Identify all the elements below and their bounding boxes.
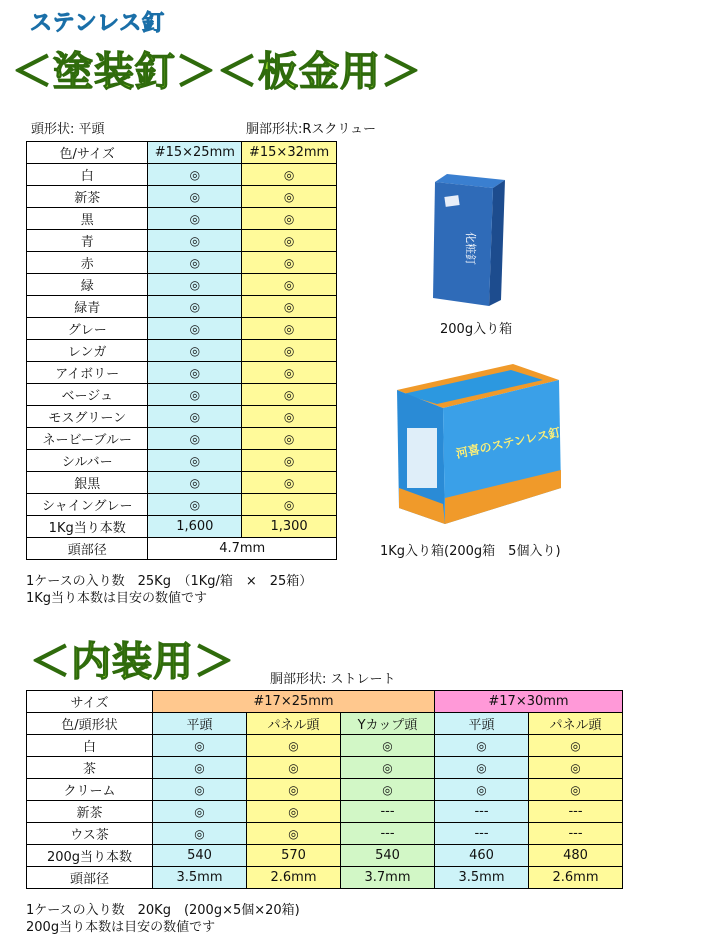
table-row	[27, 252, 337, 274]
value-cell: ◎	[247, 735, 341, 757]
value-cell: ---	[435, 801, 529, 823]
availability-cell: ◎	[242, 274, 337, 296]
value-cell: 3.7mm	[341, 867, 435, 889]
case-quantity-note-2: 1ケースの入り数 20Kg (200g×5個×20箱)	[26, 903, 300, 918]
table-row	[27, 384, 337, 406]
value-cell: 460	[435, 845, 529, 867]
row-label: シャイングレー	[27, 494, 148, 516]
availability-cell: ◎	[148, 428, 242, 450]
availability-cell: ◎	[148, 208, 242, 230]
availability-cell: 1,600	[148, 516, 242, 538]
case-quantity-note: 1ケースの入り数 25Kg （1Kg/箱 × 25箱）	[26, 574, 313, 589]
head-shape-label: 頭形状: 平頭	[31, 122, 105, 137]
availability-cell: ◎	[242, 450, 337, 472]
value-cell: ---	[435, 823, 529, 845]
col-flat-head: 平頭	[153, 713, 247, 735]
row-label: アイボリー	[27, 362, 148, 384]
value-cell: ---	[341, 801, 435, 823]
interior-nail-table	[26, 690, 623, 889]
col-flat-head-30: 平頭	[435, 713, 529, 735]
row-label: ウス茶	[27, 823, 153, 845]
section2-heading: ＜内装用＞	[30, 639, 235, 685]
count-estimate-note: 1Kg当り本数は目安の数値です	[26, 591, 208, 606]
availability-cell: ◎	[148, 274, 242, 296]
size-17x30-header: #17×30mm	[435, 691, 623, 713]
row-label: 頭部径	[27, 867, 153, 889]
value-cell: ---	[529, 801, 623, 823]
row-label: モスグリーン	[27, 406, 148, 428]
table-row	[27, 340, 337, 362]
painted-nail-table	[26, 141, 337, 560]
table-row	[27, 494, 337, 516]
table-row	[27, 867, 623, 889]
value-cell: ◎	[247, 757, 341, 779]
availability-cell: ◎	[148, 296, 242, 318]
table-row	[27, 450, 337, 472]
head-diameter-label: 頭部径	[27, 538, 148, 560]
row-label: ネービーブルー	[27, 428, 148, 450]
availability-cell: ◎	[242, 362, 337, 384]
value-cell: ◎	[247, 823, 341, 845]
value-cell: ◎	[529, 735, 623, 757]
availability-cell: ◎	[242, 406, 337, 428]
table-row	[27, 164, 337, 186]
table-row	[27, 779, 623, 801]
value-cell: ◎	[153, 779, 247, 801]
value-cell: ◎	[529, 779, 623, 801]
value-cell: 2.6mm	[529, 867, 623, 889]
row-label: 青	[27, 230, 148, 252]
table-row	[27, 208, 337, 230]
row-label: 新茶	[27, 186, 148, 208]
section2-body-shape: 胴部形状: ストレート	[270, 672, 396, 687]
availability-cell: ◎	[242, 186, 337, 208]
value-cell: ◎	[341, 757, 435, 779]
section2-notes	[26, 902, 300, 936]
value-cell: ---	[341, 823, 435, 845]
value-cell: ---	[529, 823, 623, 845]
large-box-image	[393, 358, 563, 528]
table-row	[27, 472, 337, 494]
col-panel-head: パネル頭	[247, 713, 341, 735]
header-cell: 色/サイズ	[27, 142, 148, 164]
availability-cell: ◎	[242, 340, 337, 362]
availability-cell: 1,300	[242, 516, 337, 538]
value-cell: 480	[529, 845, 623, 867]
availability-cell: ◎	[242, 428, 337, 450]
availability-cell: ◎	[148, 164, 242, 186]
value-cell: ◎	[341, 735, 435, 757]
availability-cell: ◎	[242, 494, 337, 516]
availability-cell: ◎	[242, 296, 337, 318]
body-shape-label: 胴部形状:Rスクリュー	[246, 122, 377, 137]
size-17x25-header: #17×25mm	[153, 691, 435, 713]
availability-cell: ◎	[242, 384, 337, 406]
table-row	[27, 757, 623, 779]
table-row	[27, 845, 623, 867]
large-box-caption: 1Kg入り箱(200g箱 5個入り)	[380, 544, 561, 559]
row-label: グレー	[27, 318, 148, 340]
section1-notes	[26, 573, 312, 607]
availability-cell: ◎	[242, 208, 337, 230]
availability-cell: ◎	[148, 252, 242, 274]
value-cell: 3.5mm	[435, 867, 529, 889]
availability-cell: ◎	[148, 472, 242, 494]
value-cell: 2.6mm	[247, 867, 341, 889]
availability-cell: ◎	[148, 186, 242, 208]
value-cell: 540	[341, 845, 435, 867]
brand-title: ステンレス釘	[30, 11, 166, 36]
value-cell: 3.5mm	[153, 867, 247, 889]
row-label: 白	[27, 735, 153, 757]
color-head-header: 色/頭形状	[27, 713, 153, 735]
header-cell: #15×25mm	[148, 142, 242, 164]
small-box-image	[425, 172, 505, 308]
value-cell: ◎	[153, 757, 247, 779]
table-row	[27, 516, 337, 538]
row-label: 緑青	[27, 296, 148, 318]
value-cell: ◎	[341, 779, 435, 801]
row-label: レンガ	[27, 340, 148, 362]
availability-cell: ◎	[148, 406, 242, 428]
count-estimate-note-2: 200g当り本数は目安の数値です	[26, 920, 216, 935]
value-cell: ◎	[247, 801, 341, 823]
table-row	[27, 428, 337, 450]
availability-cell: ◎	[148, 362, 242, 384]
table-row	[27, 406, 337, 428]
row-label: 黒	[27, 208, 148, 230]
table-row	[27, 735, 623, 757]
col-panel-head-30: パネル頭	[529, 713, 623, 735]
availability-cell: ◎	[148, 230, 242, 252]
head-diameter-value: 4.7mm	[148, 538, 337, 560]
availability-cell: ◎	[242, 230, 337, 252]
small-box-caption: 200g入り箱	[440, 322, 513, 337]
availability-cell: ◎	[148, 494, 242, 516]
large-box-text: 河喜のステンレス釘	[454, 425, 562, 461]
row-label: 新茶	[27, 801, 153, 823]
row-label: 1Kg当り本数	[27, 516, 148, 538]
row-label: 緑	[27, 274, 148, 296]
availability-cell: ◎	[148, 384, 242, 406]
row-label: クリーム	[27, 779, 153, 801]
value-cell: 540	[153, 845, 247, 867]
availability-cell: ◎	[242, 164, 337, 186]
table-row	[27, 230, 337, 252]
col-ycup-head: Yカップ頭	[341, 713, 435, 735]
value-cell: ◎	[153, 823, 247, 845]
availability-cell: ◎	[242, 318, 337, 340]
table-row	[27, 318, 337, 340]
row-label: シルバー	[27, 450, 148, 472]
value-cell: ◎	[435, 757, 529, 779]
value-cell: ◎	[435, 779, 529, 801]
table-row	[27, 274, 337, 296]
row-label: 赤	[27, 252, 148, 274]
availability-cell: ◎	[242, 252, 337, 274]
row-label: 200g当り本数	[27, 845, 153, 867]
section1-heading: ＜塗装釘＞＜板金用＞	[12, 49, 422, 95]
row-label: ベージュ	[27, 384, 148, 406]
size-header: サイズ	[27, 691, 153, 713]
value-cell: ◎	[247, 779, 341, 801]
row-label: 銀黒	[27, 472, 148, 494]
availability-cell: ◎	[242, 472, 337, 494]
table-row	[27, 801, 623, 823]
availability-cell: ◎	[148, 340, 242, 362]
value-cell: ◎	[529, 757, 623, 779]
table-row	[27, 823, 623, 845]
value-cell: ◎	[153, 735, 247, 757]
value-cell: ◎	[435, 735, 529, 757]
table-row	[27, 296, 337, 318]
row-label: 茶	[27, 757, 153, 779]
row-label: 白	[27, 164, 148, 186]
header-cell: #15×32mm	[242, 142, 337, 164]
table-row	[27, 362, 337, 384]
value-cell: ◎	[153, 801, 247, 823]
value-cell: 570	[247, 845, 341, 867]
small-box-text: 化粧釘	[464, 232, 477, 265]
table-row	[27, 186, 337, 208]
availability-cell: ◎	[148, 450, 242, 472]
availability-cell: ◎	[148, 318, 242, 340]
